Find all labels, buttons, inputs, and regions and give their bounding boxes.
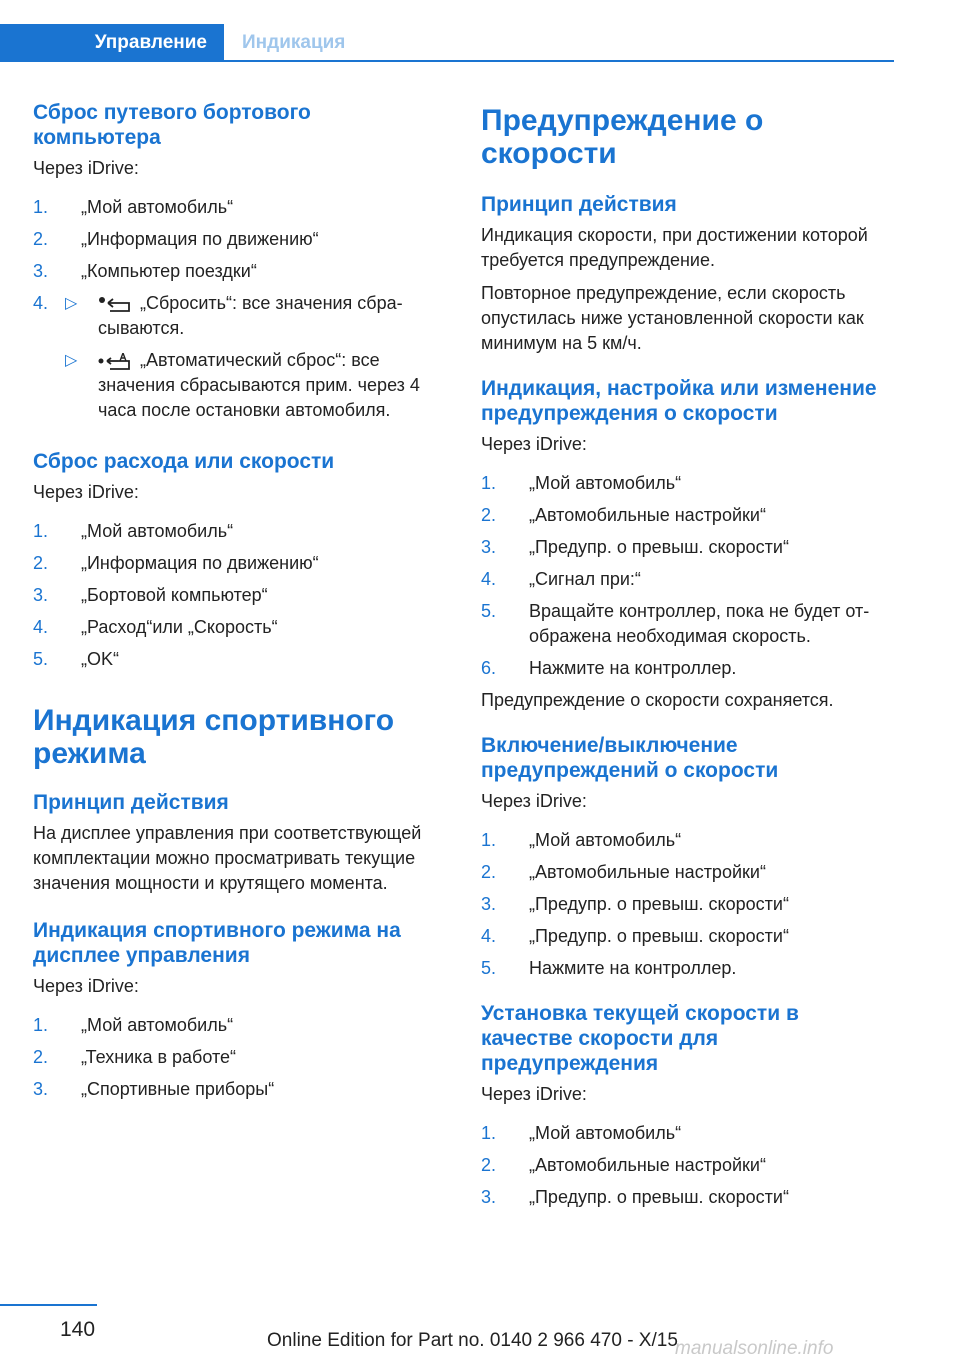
steps-list <box>33 1013 443 1102</box>
intro-text: Через iDrive: <box>33 976 139 996</box>
paragraph: Индикация скорости, при достижении которой требуется предупреждение. <box>481 225 868 270</box>
list-item: 2. „Автомобильные настройки“ <box>481 862 766 882</box>
paragraph: Предупреждение о скорости сохраняется. <box>481 690 834 710</box>
steps-list <box>33 519 443 672</box>
watermark: manualsonline.info <box>675 1338 834 1359</box>
intro-text: Через iDrive: <box>33 158 139 178</box>
triangle-marker-icon: ▷ <box>65 295 78 312</box>
sub-item-text: „Сбросить“: все значения сбрасываются. <box>98 293 403 338</box>
intro-text: Через iDrive: <box>481 1084 587 1104</box>
tab-upravlenie[interactable]: Управление <box>0 24 224 62</box>
reset-icon <box>98 296 132 321</box>
list-item: 5. „OK“ <box>33 649 119 669</box>
section-title-sport-display: Индикация спортивного режима <box>33 704 395 770</box>
list-item: 3. „Предупр. о превыш. скорости“ <box>481 537 789 557</box>
list-item: 3. „Компьютер поездки“ <box>33 261 257 281</box>
list-item: 4. „Предупр. о превыш. скорости“ <box>481 926 789 946</box>
subsection-title-principle: Принцип действия <box>481 193 677 216</box>
tab-indikatsiya[interactable]: Индикация <box>242 32 346 53</box>
list-item: 6. Нажмите на контроллер. <box>481 658 737 678</box>
list-item: 5. Нажмите на контроллер. <box>481 958 737 978</box>
subsection-title-toggle-speed-warning: Включение/выключение предупреждений о скорости <box>481 734 779 782</box>
steps-list <box>481 1121 893 1210</box>
list-item: 2. „Автомобильные настройки“ <box>481 505 766 525</box>
auto-reset-icon <box>98 353 132 380</box>
list-item: 5. Вращайте контроллер, пока не будет отображена необходимая скорость. <box>481 601 870 646</box>
section-title-reset-consumption: Сброс расхода или скорости <box>33 450 335 473</box>
subsection-title-sport-display-control: Индикация спортивного режима на дисплее управления <box>33 919 401 967</box>
list-item: 2. „Автомобильные настройки“ <box>481 1155 766 1175</box>
sub-item-text: „Автоматический сброс“: все значения сбрасываются прим. через 4 часа после остановки автомобиля. <box>98 350 420 420</box>
list-item: 2. „Техника в работе“ <box>33 1047 237 1067</box>
list-item: 2. „Информация по движению“ <box>33 553 319 573</box>
list-item: 3. „Бортовой компьютер“ <box>33 585 268 605</box>
list-item: 2. „Информация по движению“ <box>33 229 319 249</box>
subsection-title-principle: Принцип действия <box>33 791 229 814</box>
list-item: 3. „Предупр. о превыш. скорости“ <box>481 894 789 914</box>
section-title-reset-trip: Сброс путевого бортового компьютера <box>33 101 311 149</box>
page-number: 140 <box>60 1318 96 1341</box>
list-item: 1. „Мой автомобиль“ <box>33 1015 234 1035</box>
sub-item-auto-reset <box>33 348 443 423</box>
subsection-title-speed-warning-settings: Индикация, настройка или изменение предупреждения о скорости <box>481 377 877 425</box>
edition-text: Online Edition for Part no. 0140 2 966 470 - X/15 <box>267 1330 678 1351</box>
sub-item-reset <box>33 291 443 341</box>
list-item: 1. „Мой автомобиль“ <box>481 473 682 493</box>
list-item: 1. „Мой автомобиль“ <box>33 197 234 217</box>
list-item: 3. „Предупр. о превыш. скорости“ <box>481 1187 789 1207</box>
paragraph: На дисплее управления при соответствующей комплектации можно просматривать текущие значения мощности и крутящего момента. <box>33 823 422 893</box>
list-item: 1. „Мой автомобиль“ <box>481 1123 682 1143</box>
list-item: 3. „Спортивные приборы“ <box>33 1079 275 1099</box>
list-item: 1. „Мой автомобиль“ <box>33 521 234 541</box>
subsection-title-set-current-speed: Установка текущей скорости в качестве скорости для предупреждения <box>481 1002 799 1075</box>
intro-text: Через iDrive: <box>481 791 587 811</box>
header-divider <box>224 60 894 62</box>
list-item: 1. „Мой автомобиль“ <box>481 830 682 850</box>
steps-list <box>481 828 893 981</box>
list-item: 4. „Расход“или „Скорость“ <box>33 617 278 637</box>
intro-text: Через iDrive: <box>481 434 587 454</box>
list-item: 4. „Сигнал при:“ <box>481 569 641 589</box>
left-column <box>33 100 443 1109</box>
paragraph: Повторное предупреждение, если скорость опустилась ниже установленной скорости как минимум на 5 км/ч. <box>481 283 864 353</box>
intro-text: Через iDrive: <box>33 482 139 502</box>
page-header <box>0 0 960 64</box>
triangle-marker-icon: ▷ <box>65 352 78 369</box>
steps-list <box>481 471 893 681</box>
section-title-speed-warning: Предупреждение о скорости <box>481 104 764 170</box>
right-column <box>481 100 893 1217</box>
footer-divider <box>0 1304 97 1306</box>
steps-list: 1. „Мой автомобиль“ 2. „Информация по движению“ 3. „Компьютер поездки“ 4. <box>33 195 443 284</box>
